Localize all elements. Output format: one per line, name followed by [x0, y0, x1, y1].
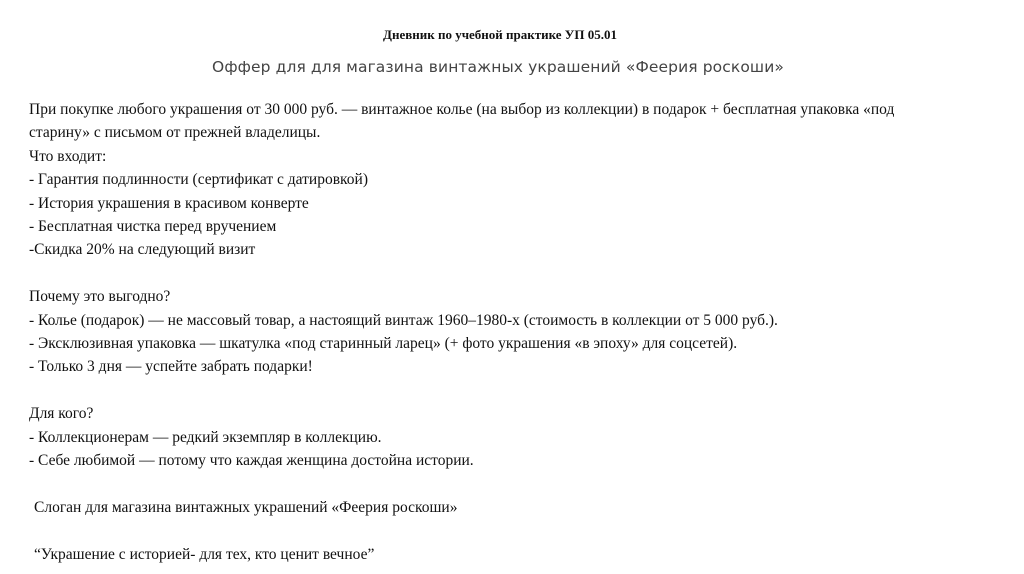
why-item-1: - Колье (подарок) — не массовый товар, а настоящий винтаж 1960–1980-х (стоимость в коллекции от 5 000 руб.).: [29, 311, 778, 329]
who-item-2: - Себе любимой — потому что каждая женщина достойна истории.: [29, 452, 474, 470]
includes-heading: Что входит:: [29, 147, 107, 165]
slogan-text: “Украшение с историей- для тех, кто ценит вечное”: [34, 545, 375, 563]
document-body: [29, 98, 1004, 566]
includes-item-2: - История украшения в красивом конверте: [29, 194, 309, 212]
who-heading: Для кого?: [29, 405, 94, 423]
blank-line: [29, 519, 1004, 542]
offer-title: Оффер для для магазина винтажных украшений «Феерия роскоши»: [212, 58, 784, 76]
blank-line: [29, 262, 1004, 285]
blank-line: [29, 379, 1004, 402]
blank-line: [29, 472, 1004, 495]
why-item-3: - Только 3 дня — успейте забрать подарки!: [29, 358, 313, 376]
slogan-heading: Слоган для магазина винтажных украшений «Феерия роскоши»: [34, 498, 458, 516]
includes-item-1: - Гарантия подлинности (сертификат с датировкой): [29, 171, 368, 189]
includes-item-3: - Бесплатная чистка перед вручением: [29, 218, 277, 236]
intro-line-2: старину» с письмом от прежней владелицы.: [29, 124, 321, 142]
diary-title: Дневник по учебной практике УП 05.01: [383, 27, 617, 42]
why-item-2: - Эксклюзивная упаковка — шкатулка «под старинный ларец» (+ фото украшения «в эпоху» для соцсетей).: [29, 335, 738, 353]
who-item-1: - Коллекционерам — редкий экземпляр в коллекцию.: [29, 428, 382, 446]
why-heading: Почему это выгодно?: [29, 288, 171, 306]
includes-item-4: -Скидка 20% на следующий визит: [29, 241, 256, 259]
intro-line-1: При покупке любого украшения от 30 000 руб. — винтажное колье (на выбор из коллекции) в подарок + бесплатная упаковка «под: [29, 101, 895, 118]
